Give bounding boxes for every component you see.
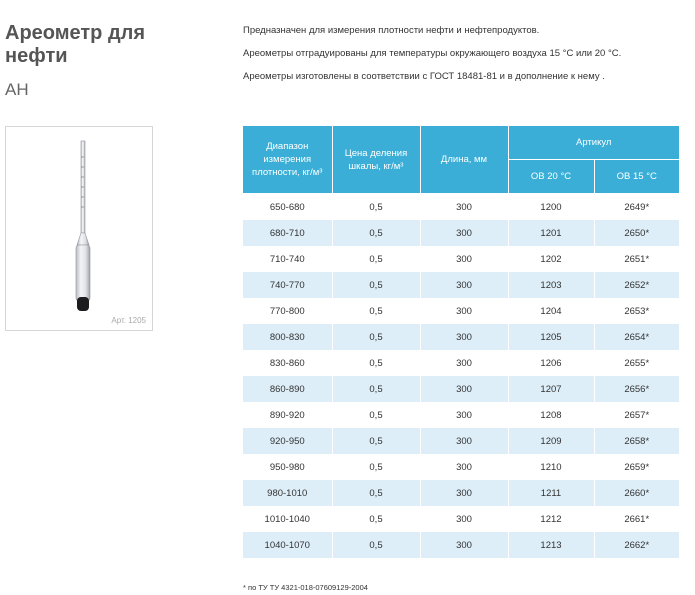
- range-cell: 680-710: [243, 220, 332, 246]
- range-cell: 920-950: [243, 428, 332, 454]
- header-ob20: ОВ 20 °С: [508, 160, 594, 194]
- range-cell: 860-890: [243, 376, 332, 402]
- range-cell: 830-860: [243, 350, 332, 376]
- length-cell: 300: [420, 350, 508, 376]
- table-row: [243, 376, 679, 402]
- ob20-cell: 1208: [508, 402, 594, 428]
- range-cell: 1010-1040: [243, 506, 332, 532]
- range-cell: 710-740: [243, 246, 332, 272]
- description-line: Ареометры изготовлены в соответствии с ГОСТ 18481-81 и в дополнение к нему .: [243, 71, 605, 82]
- table-row: [243, 506, 679, 532]
- table-row: [243, 428, 679, 454]
- division-cell: 0,5: [332, 298, 420, 324]
- division-cell: 0,5: [332, 272, 420, 298]
- ob20-cell: 1200: [508, 194, 594, 221]
- ob15-cell: 2653*: [594, 298, 679, 324]
- ob15-cell: 2657*: [594, 402, 679, 428]
- length-cell: 300: [420, 428, 508, 454]
- header-division: Цена деления шкалы, кг/м³: [332, 126, 420, 194]
- header-article: Артикул: [508, 126, 679, 160]
- length-cell: 300: [420, 532, 508, 558]
- ob15-cell: 2652*: [594, 272, 679, 298]
- division-cell: 0,5: [332, 532, 420, 558]
- ob15-cell: 2651*: [594, 246, 679, 272]
- length-cell: 300: [420, 376, 508, 402]
- footnote: * по ТУ ТУ 4321-018-07609129-2004: [243, 583, 368, 592]
- length-cell: 300: [420, 298, 508, 324]
- range-cell: 770-800: [243, 298, 332, 324]
- specs-table: [243, 126, 679, 558]
- table-row: [243, 272, 679, 298]
- ob20-cell: 1213: [508, 532, 594, 558]
- range-cell: 950-980: [243, 454, 332, 480]
- description: [243, 24, 683, 93]
- ob20-cell: 1210: [508, 454, 594, 480]
- ob15-cell: 2656*: [594, 376, 679, 402]
- length-cell: 300: [420, 220, 508, 246]
- ob20-cell: 1211: [508, 480, 594, 506]
- ob15-cell: 2662*: [594, 532, 679, 558]
- range-cell: 740-770: [243, 272, 332, 298]
- ob15-cell: 2649*: [594, 194, 679, 221]
- division-cell: 0,5: [332, 220, 420, 246]
- description-line: Предназначен для измерения плотности нефти и нефтепродуктов.: [243, 25, 540, 36]
- range-cell: 1040-1070: [243, 532, 332, 558]
- ob20-cell: 1209: [508, 428, 594, 454]
- ob15-cell: 2650*: [594, 220, 679, 246]
- ob15-cell: 2660*: [594, 480, 679, 506]
- header-ob15: ОВ 15 °С: [594, 160, 679, 194]
- range-cell: 800-830: [243, 324, 332, 350]
- length-cell: 300: [420, 402, 508, 428]
- table-row: [243, 246, 679, 272]
- table-body: [243, 194, 679, 559]
- table-row: [243, 454, 679, 480]
- ob20-cell: 1202: [508, 246, 594, 272]
- range-cell: 650-680: [243, 194, 332, 221]
- description-line: Ареометры отградуированы для температуры окружающего воздуха 15 °С или 20 °С.: [243, 48, 622, 59]
- division-cell: 0,5: [332, 428, 420, 454]
- product-image: [5, 126, 153, 331]
- division-cell: 0,5: [332, 194, 420, 221]
- page-subtitle: АН: [5, 80, 29, 99]
- ob15-cell: 2659*: [594, 454, 679, 480]
- header-length: Длина, мм: [420, 126, 508, 194]
- division-cell: 0,5: [332, 506, 420, 532]
- ob20-cell: 1207: [508, 376, 594, 402]
- range-cell: 890-920: [243, 402, 332, 428]
- length-cell: 300: [420, 324, 508, 350]
- ob20-cell: 1212: [508, 506, 594, 532]
- length-cell: 300: [420, 454, 508, 480]
- table-row: [243, 402, 679, 428]
- division-cell: 0,5: [332, 480, 420, 506]
- header-range: Диапазон измерения плотности, кг/м³: [243, 126, 332, 194]
- table-row: [243, 532, 679, 558]
- ob20-cell: 1205: [508, 324, 594, 350]
- division-cell: 0,5: [332, 454, 420, 480]
- length-cell: 300: [420, 272, 508, 298]
- page-title: Ареометр для нефти: [5, 22, 146, 67]
- hydrometer-icon: [6, 127, 154, 332]
- ob15-cell: 2661*: [594, 506, 679, 532]
- division-cell: 0,5: [332, 246, 420, 272]
- ob20-cell: 1204: [508, 298, 594, 324]
- ob20-cell: 1206: [508, 350, 594, 376]
- division-cell: 0,5: [332, 324, 420, 350]
- table-row: [243, 324, 679, 350]
- ob20-cell: 1203: [508, 272, 594, 298]
- division-cell: 0,5: [332, 350, 420, 376]
- table-row: [243, 220, 679, 246]
- ob15-cell: 2654*: [594, 324, 679, 350]
- ob20-cell: 1201: [508, 220, 594, 246]
- table-row: [243, 194, 679, 221]
- length-cell: 300: [420, 506, 508, 532]
- table-row: [243, 298, 679, 324]
- range-cell: 980-1010: [243, 480, 332, 506]
- length-cell: 300: [420, 480, 508, 506]
- division-cell: 0,5: [332, 402, 420, 428]
- ob15-cell: 2655*: [594, 350, 679, 376]
- length-cell: 300: [420, 194, 508, 221]
- ob15-cell: 2658*: [594, 428, 679, 454]
- table-row: [243, 480, 679, 506]
- image-caption: Арт. 1205: [111, 316, 146, 325]
- length-cell: 300: [420, 246, 508, 272]
- table-row: [243, 350, 679, 376]
- division-cell: 0,5: [332, 376, 420, 402]
